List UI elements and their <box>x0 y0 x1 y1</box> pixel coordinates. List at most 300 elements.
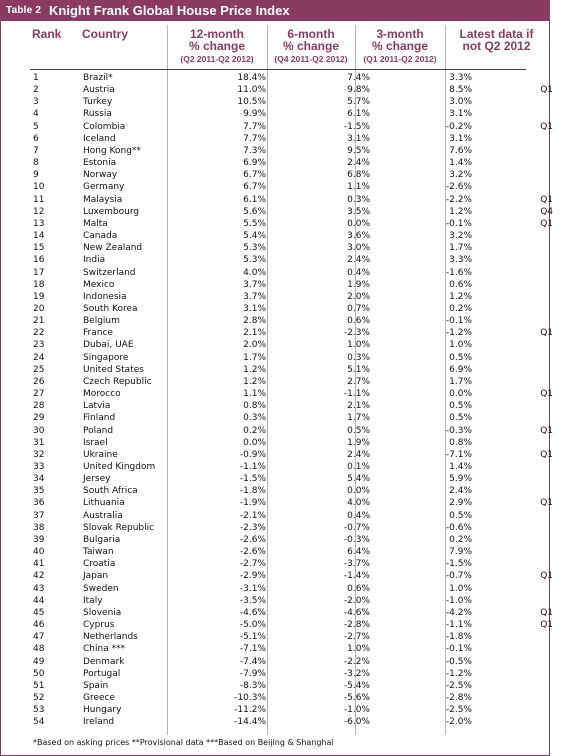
table-row <box>30 583 565 595</box>
change-6-month-cell: 5.7% <box>347 97 370 108</box>
change-12-month-cell: 7.7% <box>243 133 266 144</box>
change-3-month-cell: 7.9% <box>449 547 472 558</box>
change-3-month-cell: 3.3% <box>449 255 472 266</box>
change-3-month-cell: -1.1% <box>445 620 472 631</box>
change-3-month-cell: -1.8% <box>445 632 472 643</box>
change-12-month-cell: 6.7% <box>243 182 266 193</box>
change-6-month-cell: -0.3% <box>343 534 370 545</box>
rank-cell: 35 <box>33 486 45 497</box>
rank-cell: 32 <box>33 449 45 460</box>
rank-cell: 9 <box>33 170 39 181</box>
latest-data-cell: Q1 <box>540 328 553 339</box>
rank-cell: 47 <box>33 632 45 643</box>
change-6-month-cell: 0.6% <box>347 583 370 594</box>
change-6-month-cell: -5.6% <box>343 692 370 703</box>
change-6-month-cell: 0.3% <box>347 352 370 363</box>
table-row <box>30 461 565 473</box>
change-6-month-cell: -1.0% <box>343 705 370 716</box>
table-row <box>30 339 565 351</box>
latest-data-cell <box>479 279 565 291</box>
change-6-month-cell: 0.4% <box>347 267 370 278</box>
country-cell: Slovak Republic <box>83 522 155 533</box>
rank-cell: 16 <box>33 255 45 266</box>
latest-data-cell <box>479 412 565 424</box>
header-3-month: 3-month % change (Q1 2011-Q2 2012) <box>363 27 437 64</box>
table-row <box>30 133 565 145</box>
change-12-month-cell: -2.7% <box>239 559 266 570</box>
change-6-month-cell: 6.1% <box>347 109 370 120</box>
change-6-month-cell: 3.5% <box>347 206 370 217</box>
change-6-month-cell: 0.0% <box>347 486 370 497</box>
country-cell: Malta <box>83 218 108 229</box>
latest-data-cell <box>479 181 565 193</box>
change-3-month-cell: -1.6% <box>445 267 472 278</box>
title-bar <box>1 1 549 21</box>
rank-cell: 1 <box>33 73 39 83</box>
latest-data-cell <box>479 108 565 120</box>
country-cell: Switzerland <box>83 267 136 278</box>
country-cell: Bulgaria <box>83 534 121 545</box>
rank-cell: 6 <box>33 133 39 144</box>
change-12-month-cell: 5.3% <box>243 243 266 254</box>
country-cell: Israel <box>83 437 108 448</box>
change-3-month-cell: 1.2% <box>449 206 472 217</box>
rank-cell: 28 <box>33 401 45 412</box>
country-cell: Estonia <box>83 158 117 169</box>
country-cell: Dubai, UAE <box>83 340 134 351</box>
change-6-month-cell: 3.1% <box>347 133 370 144</box>
rank-cell: 38 <box>33 522 45 533</box>
rank-cell: 13 <box>33 218 45 229</box>
change-3-month-cell: -1.5% <box>445 559 472 570</box>
table-row <box>30 631 565 643</box>
change-12-month-cell: 7.3% <box>243 145 266 156</box>
header-12-month: 12-month % change (Q2 2011-Q2 2012) <box>180 27 254 64</box>
change-3-month-cell: 0.8% <box>449 437 472 448</box>
country-cell: South Korea <box>83 303 138 314</box>
rank-cell: 19 <box>33 291 45 302</box>
rank-cell: 41 <box>33 559 45 570</box>
country-cell: Japan <box>83 571 109 582</box>
country-cell: Germany <box>83 182 125 193</box>
change-12-month-cell: 5.3% <box>243 255 266 266</box>
change-12-month-cell: -3.5% <box>239 595 266 606</box>
latest-data-cell: Q1 <box>540 121 553 132</box>
latest-data-cell <box>479 364 565 376</box>
rank-cell: 44 <box>33 595 45 606</box>
rank-cell: 2 <box>33 85 39 96</box>
rank-cell: 12 <box>33 206 45 217</box>
rank-cell: 15 <box>33 243 45 254</box>
change-6-month-cell: 0.1% <box>347 462 370 472</box>
change-12-month-cell: 11.0% <box>237 85 266 96</box>
change-3-month-cell: 0.2% <box>449 303 472 314</box>
latest-data-cell <box>479 461 565 473</box>
table-row <box>30 522 565 534</box>
country-cell: Lithuania <box>83 498 125 509</box>
change-12-month-cell: -5.0% <box>239 620 266 631</box>
rank-cell: 11 <box>33 194 45 205</box>
change-12-month-cell: -0.9% <box>239 449 266 460</box>
country-cell: Brazil* <box>83 73 113 83</box>
change-12-month-cell: 6.1% <box>243 194 266 205</box>
rank-cell: 14 <box>33 231 45 242</box>
rank-cell: 4 <box>33 109 39 120</box>
country-cell: Croatia <box>83 559 116 570</box>
latest-data-cell: Q1 <box>540 85 553 96</box>
latest-data-cell <box>479 692 565 704</box>
change-12-month-cell: -3.1% <box>239 583 266 594</box>
country-cell: Czech Republic <box>83 376 152 387</box>
change-6-month-cell: 1.9% <box>347 279 370 290</box>
rank-cell: 23 <box>33 340 45 351</box>
rank-cell: 42 <box>33 571 45 582</box>
rank-cell: 5 <box>33 121 39 132</box>
change-3-month-cell: 0.5% <box>449 510 472 521</box>
change-12-month-cell: -11.2% <box>234 705 266 716</box>
change-6-month-cell: 1.0% <box>347 644 370 655</box>
change-3-month-cell: -1.2% <box>445 668 472 679</box>
latest-data-cell: Q1 <box>540 425 553 436</box>
table-row <box>30 376 565 388</box>
rank-cell: 8 <box>33 158 39 169</box>
latest-data-cell <box>479 157 565 169</box>
change-6-month-cell: 2.1% <box>347 401 370 412</box>
change-12-month-cell: 3.7% <box>243 291 266 302</box>
change-6-month-cell: 5.1% <box>347 364 370 375</box>
latest-data-cell <box>479 169 565 181</box>
change-12-month-cell: 1.1% <box>243 389 266 400</box>
rank-cell: 10 <box>33 182 45 193</box>
change-6-month-cell: -2.3% <box>343 328 370 339</box>
latest-data-cell <box>479 145 565 157</box>
rank-cell: 45 <box>33 607 45 618</box>
rank-cell: 36 <box>33 498 45 509</box>
rank-cell: 50 <box>33 668 45 679</box>
table-row <box>30 157 565 169</box>
country-cell: Russia <box>83 109 112 120</box>
change-12-month-cell: 0.8% <box>243 401 266 412</box>
change-6-month-cell: 1.1% <box>347 182 370 193</box>
change-12-month-cell: -2.3% <box>239 522 266 533</box>
change-3-month-cell: -4.2% <box>445 607 472 618</box>
latest-data-cell: Q1 <box>540 571 553 582</box>
change-6-month-cell: -3.7% <box>343 559 370 570</box>
country-cell: Belgium <box>83 316 120 327</box>
change-12-month-cell: 2.1% <box>243 328 266 339</box>
table-row <box>30 181 565 193</box>
country-cell: Italy <box>83 595 103 606</box>
table-row <box>30 570 565 582</box>
table-row <box>30 315 565 327</box>
latest-data-cell <box>479 96 565 108</box>
table-label: Table 2 <box>6 5 42 16</box>
change-6-month-cell: -2.8% <box>343 620 370 631</box>
country-cell: Latvia <box>83 401 111 412</box>
table-row <box>30 497 565 509</box>
change-3-month-cell: 0.5% <box>449 401 472 412</box>
table-row <box>30 595 565 607</box>
table-row <box>30 230 565 242</box>
rank-cell: 22 <box>33 328 45 339</box>
country-cell: Greece <box>83 692 116 703</box>
table-row <box>30 206 565 218</box>
rank-cell: 39 <box>33 534 45 545</box>
table-row <box>30 668 565 680</box>
rank-cell: 46 <box>33 620 45 631</box>
header-country: Country <box>82 27 128 41</box>
table-row <box>30 145 565 157</box>
change-3-month-cell: 1.7% <box>449 243 472 254</box>
latest-data-cell <box>479 631 565 643</box>
latest-data-cell: Q1 <box>540 607 553 618</box>
latest-data-cell: Q1 <box>540 389 553 400</box>
latest-data-cell <box>479 643 565 655</box>
country-cell: Indonesia <box>83 291 127 302</box>
latest-data-cell <box>479 680 565 692</box>
country-cell: Colombia <box>83 121 126 132</box>
latest-data-cell: Q1 <box>540 449 553 460</box>
change-6-month-cell: -4.6% <box>343 607 370 618</box>
change-6-month-cell: 5.4% <box>347 474 370 485</box>
change-12-month-cell: 5.5% <box>243 218 266 229</box>
change-6-month-cell: 2.4% <box>347 255 370 266</box>
change-12-month-cell: 6.9% <box>243 158 266 169</box>
table-row <box>30 254 565 266</box>
header-rank: Rank <box>32 27 62 41</box>
change-3-month-cell: -1.0% <box>445 595 472 606</box>
table-row <box>30 656 565 668</box>
change-12-month-cell: 1.2% <box>243 364 266 375</box>
rank-cell: 54 <box>33 717 45 728</box>
change-3-month-cell: -1.2% <box>445 328 472 339</box>
change-3-month-cell: -2.5% <box>445 705 472 716</box>
table-row <box>30 400 565 412</box>
table-row <box>30 242 565 254</box>
rank-cell: 49 <box>33 656 45 667</box>
change-6-month-cell: 3.0% <box>347 243 370 254</box>
change-6-month-cell: 0.6% <box>347 316 370 327</box>
change-3-month-cell: 1.7% <box>449 376 472 387</box>
rank-cell: 3 <box>33 97 39 108</box>
country-cell: Portugal <box>83 668 121 679</box>
change-3-month-cell: 5.9% <box>449 474 472 485</box>
change-12-month-cell: 10.5% <box>237 97 266 108</box>
change-3-month-cell: 3.1% <box>449 109 472 120</box>
latest-data-cell <box>479 267 565 279</box>
change-12-month-cell: 9.9% <box>243 109 266 120</box>
country-cell: Turkey <box>83 97 113 108</box>
change-12-month-cell: 1.7% <box>243 352 266 363</box>
change-3-month-cell: -2.5% <box>445 680 472 691</box>
country-cell: Hong Kong** <box>83 145 141 156</box>
change-3-month-cell: 1.4% <box>449 462 472 472</box>
table-row <box>30 534 565 546</box>
change-6-month-cell: 2.4% <box>347 449 370 460</box>
country-cell: Hungary <box>83 705 122 716</box>
header-rule <box>30 69 526 70</box>
change-12-month-cell: -2.6% <box>239 547 266 558</box>
change-3-month-cell: 1.4% <box>449 158 472 169</box>
table-row <box>30 291 565 303</box>
country-cell: Austria <box>83 85 115 96</box>
country-cell: Denmark <box>83 656 125 667</box>
rank-cell: 33 <box>33 462 45 472</box>
change-12-month-cell: 18.4% <box>237 73 266 83</box>
change-12-month-cell: -7.4% <box>239 656 266 667</box>
table-row <box>30 558 565 570</box>
table-row <box>30 121 565 133</box>
rank-cell: 48 <box>33 644 45 655</box>
change-12-month-cell: -1.1% <box>239 462 266 472</box>
latest-data-cell <box>479 668 565 680</box>
change-6-month-cell: 0.4% <box>347 510 370 521</box>
country-cell: Malaysia <box>83 194 123 205</box>
change-12-month-cell: 2.8% <box>243 316 266 327</box>
latest-data-cell <box>479 230 565 242</box>
latest-data-cell: Q4 <box>540 206 553 217</box>
change-12-month-cell: -2.6% <box>239 534 266 545</box>
table-row <box>30 449 565 461</box>
table-row <box>30 364 565 376</box>
latest-data-cell: Q1 <box>540 218 553 229</box>
change-6-month-cell: 1.9% <box>347 437 370 448</box>
table-row <box>30 72 565 84</box>
table-row <box>30 704 565 716</box>
latest-data-cell <box>479 546 565 558</box>
country-cell: Ukraine <box>83 449 118 460</box>
change-3-month-cell: 3.3% <box>449 73 472 83</box>
change-3-month-cell: 2.9% <box>449 498 472 509</box>
latest-data-cell <box>479 704 565 716</box>
rank-cell: 29 <box>33 413 45 424</box>
rank-cell: 53 <box>33 705 45 716</box>
country-cell: Norway <box>83 170 118 181</box>
change-12-month-cell: 0.3% <box>243 413 266 424</box>
table-row <box>30 84 565 96</box>
change-6-month-cell: 1.0% <box>347 340 370 351</box>
table-row <box>30 169 565 181</box>
rank-cell: 43 <box>33 583 45 594</box>
table-row <box>30 96 565 108</box>
change-3-month-cell: 8.5% <box>449 85 472 96</box>
rank-cell: 34 <box>33 474 45 485</box>
latest-data-cell: Q1 <box>540 498 553 509</box>
rank-cell: 24 <box>33 352 45 363</box>
change-3-month-cell: -0.1% <box>445 644 472 655</box>
change-3-month-cell: 7.6% <box>449 145 472 156</box>
change-12-month-cell: -5.1% <box>239 632 266 643</box>
footnote: *Based on asking prices **Provisional data ***Based on Beijing & Shanghai <box>33 738 334 747</box>
change-12-month-cell: 0.2% <box>243 425 266 436</box>
change-6-month-cell: 0.3% <box>347 194 370 205</box>
change-3-month-cell: 1.0% <box>449 583 472 594</box>
latest-data-cell <box>479 656 565 668</box>
country-cell: Poland <box>83 425 114 436</box>
rank-cell: 17 <box>33 267 45 278</box>
header-6-month: 6-month % change (Q4 2011-Q2 2012) <box>274 27 348 64</box>
country-cell: Taiwan <box>83 547 114 558</box>
latest-data-cell <box>479 437 565 449</box>
table-row <box>30 412 565 424</box>
country-cell: Spain <box>83 680 109 691</box>
change-12-month-cell: 3.1% <box>243 303 266 314</box>
change-3-month-cell: -0.3% <box>445 425 472 436</box>
change-3-month-cell: -0.6% <box>445 522 472 533</box>
latest-data-cell <box>479 339 565 351</box>
latest-data-cell <box>479 473 565 485</box>
change-12-month-cell: 4.0% <box>243 267 266 278</box>
change-3-month-cell: -0.7% <box>445 571 472 582</box>
change-3-month-cell: 0.5% <box>449 413 472 424</box>
change-12-month-cell: -7.1% <box>239 644 266 655</box>
change-3-month-cell: 3.2% <box>449 231 472 242</box>
change-3-month-cell: 3.1% <box>449 133 472 144</box>
country-cell: Singapore <box>83 352 129 363</box>
latest-data-cell <box>479 595 565 607</box>
change-3-month-cell: -0.5% <box>445 656 472 667</box>
change-12-month-cell: -2.9% <box>239 571 266 582</box>
table-title: Knight Frank Global House Price Index <box>49 3 290 18</box>
change-6-month-cell: 4.0% <box>347 498 370 509</box>
house-price-table <box>30 72 565 728</box>
country-cell: Finland <box>83 413 116 424</box>
latest-data-cell <box>479 522 565 534</box>
change-3-month-cell: 2.4% <box>449 486 472 497</box>
change-3-month-cell: -2.2% <box>445 194 472 205</box>
change-3-month-cell: 3.0% <box>449 97 472 108</box>
country-cell: Iceland <box>83 133 116 144</box>
table-row <box>30 473 565 485</box>
change-3-month-cell: 6.9% <box>449 364 472 375</box>
rank-cell: 18 <box>33 279 45 290</box>
table-row <box>30 680 565 692</box>
latest-data-cell <box>479 315 565 327</box>
change-6-month-cell: -2.7% <box>343 632 370 643</box>
country-cell: Ireland <box>83 717 115 728</box>
latest-data-cell <box>479 303 565 315</box>
table-row <box>30 327 565 339</box>
change-3-month-cell: -7.1% <box>445 449 472 460</box>
table-row <box>30 437 565 449</box>
latest-data-cell <box>479 72 565 84</box>
rank-cell: 26 <box>33 376 45 387</box>
country-cell: United Kingdom <box>83 462 156 472</box>
change-6-month-cell: -6.0% <box>343 717 370 728</box>
country-cell: United States <box>83 364 144 375</box>
change-6-month-cell: 0.7% <box>347 303 370 314</box>
change-6-month-cell: 3.6% <box>347 231 370 242</box>
change-3-month-cell: 0.5% <box>449 352 472 363</box>
change-3-month-cell: 3.2% <box>449 170 472 181</box>
table-row <box>30 485 565 497</box>
change-12-month-cell: 0.0% <box>243 437 266 448</box>
change-12-month-cell: 5.4% <box>243 231 266 242</box>
change-6-month-cell: -3.2% <box>343 668 370 679</box>
latest-data-cell <box>479 291 565 303</box>
change-3-month-cell: 1.0% <box>449 340 472 351</box>
change-12-month-cell: 5.6% <box>243 206 266 217</box>
change-12-month-cell: 6.7% <box>243 170 266 181</box>
table-row <box>30 716 565 728</box>
table-row <box>30 218 565 230</box>
country-cell: India <box>83 255 106 266</box>
latest-data-cell <box>479 242 565 254</box>
change-6-month-cell: -0.7% <box>343 522 370 533</box>
latest-data-cell <box>479 558 565 570</box>
rank-cell: 27 <box>33 389 45 400</box>
change-12-month-cell: -14.4% <box>234 717 266 728</box>
